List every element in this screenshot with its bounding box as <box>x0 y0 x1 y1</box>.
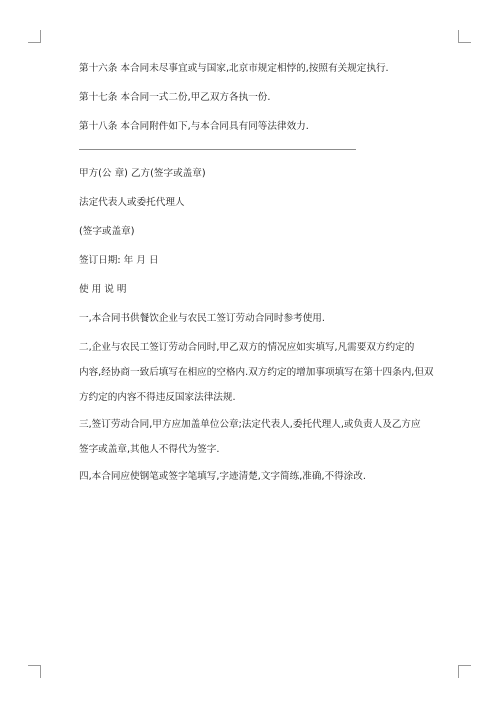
crop-mark-bottom-right <box>458 665 471 678</box>
crop-mark-top-left <box>28 30 41 43</box>
instructions-heading: 使 用 说 明 <box>79 284 127 295</box>
crop-mark-bottom-left <box>28 665 41 678</box>
instruction-item-1: 一,本合同书供餐饮企业与农民工签订劳动合同时参考使用. <box>79 313 325 324</box>
crop-mark-top-right <box>458 30 471 43</box>
signature-sign-or-seal: (签字或盖章) <box>79 226 135 237</box>
instruction-item-3-line: 三,签订劳动合同,甲方应加盖单位公章;法定代表人,委托代理人,或负责人及乙方应 <box>79 419 421 430</box>
attachment-divider-line <box>79 149 356 150</box>
document-body <box>79 62 434 499</box>
instruction-item-3 <box>79 418 424 457</box>
article-16: 第十六条 本合同未尽事宜或与国家,北京市规定相悖的,按照有关规定执行. <box>79 63 389 74</box>
signature-date: 签订日期: 年 月 日 <box>79 255 159 266</box>
signature-parties: 甲方(公 章) 乙方(签字或盖章) <box>79 168 206 179</box>
instruction-item-4: 四,本合同应使钢笔或签字笔填写,字迹清楚,文字简练,准确,不得涂改. <box>79 471 366 482</box>
instruction-item-2-line: 内容,经协商一致后填写在相应的空格内.双方约定的增加事项填写在第十四条内,但双 <box>79 367 434 378</box>
article-17: 第十七条 本合同一式二份,甲乙双方各执一份. <box>79 92 271 103</box>
instruction-item-2-line: 二,企业与农民工签订劳动合同时,甲乙双方的情况应如实填写,凡需要双方约定的 <box>79 342 415 353</box>
instruction-item-3-line: 签字或盖章,其他人不得代为签字. <box>79 444 220 455</box>
article-18: 第十八条 本合同附件如下,与本合同具有同等法律效力. <box>79 121 309 132</box>
instruction-item-2 <box>79 341 434 405</box>
signature-representative: 法定代表人或委托代理人 <box>79 197 185 208</box>
instruction-item-2-line: 方约定的内容不得违反国家法律法规. <box>79 392 236 403</box>
